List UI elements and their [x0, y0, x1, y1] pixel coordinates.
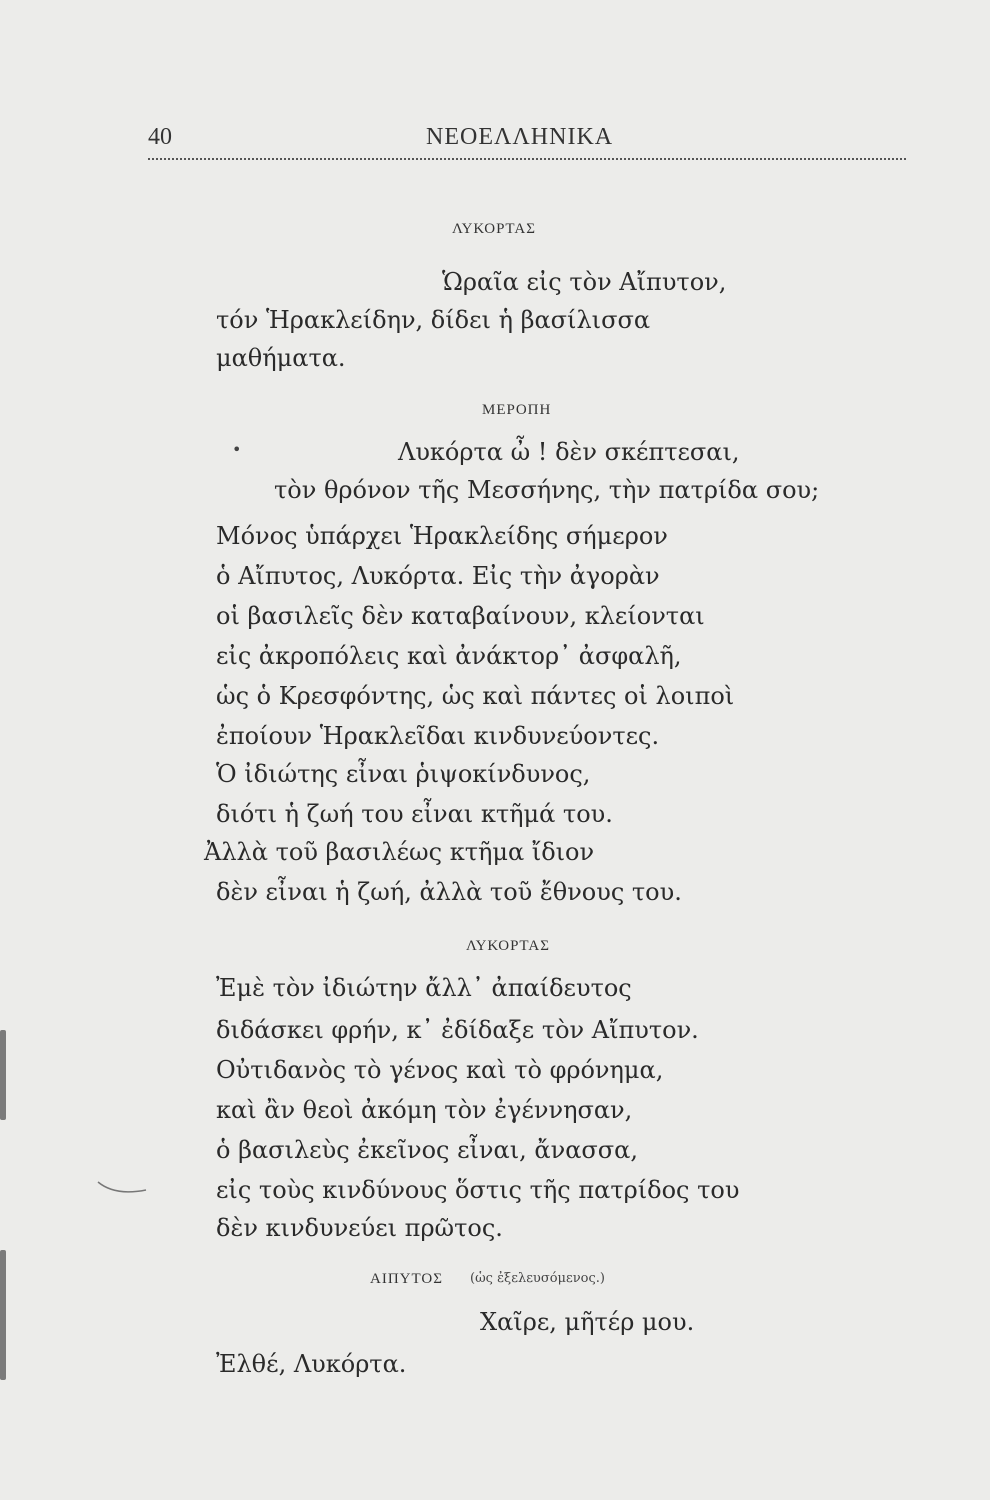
header-rule: [148, 158, 906, 160]
margin-mark: •: [232, 440, 242, 459]
verse-line: οἱ βασιλεῖς δὲν καταβαίνουν, κλείονται: [216, 602, 705, 630]
pencil-mark-icon: [96, 1178, 150, 1198]
verse-line: καὶ ἂν θεοὶ ἀκόμη τὸν ἐγέννησαν,: [216, 1096, 633, 1124]
verse-line: Ὁ ἰδιώτης εἶναι ῥιψοκίνδυνος,: [216, 760, 591, 788]
verse-line: μαθήματα.: [216, 344, 346, 372]
verse-line: διδάσκει φρήν, κ᾽ ἐδίδαξε τὸν Αἴπυτον.: [216, 1016, 699, 1044]
stage-direction: (ὡς ἐξελευσόμενος.): [470, 1271, 605, 1286]
verse-line: δὲν κινδυνεύει πρῶτος.: [216, 1214, 503, 1242]
verse-line: ὡς ὁ Κρεσφόντης, ὡς καὶ πάντες οἱ λοιποὶ: [216, 682, 735, 710]
verse-line: Ἀλλὰ τοῦ βασιλέως κτῆμα ἴδιον: [204, 838, 595, 866]
running-title: ΝΕΟΕΛΛΗΝΙΚΑ: [426, 124, 614, 150]
verse-line: δὲν εἶναι ἡ ζωή, ἀλλὰ τοῦ ἔθνους του.: [216, 878, 682, 906]
verse-line: Οὐτιδανὸς τὸ γένος καὶ τὸ φρόνημα,: [216, 1056, 664, 1084]
verse-line: εἰς τοὺς κινδύνους ὅστις τῆς πατρίδος του: [216, 1176, 740, 1204]
verse-line: Μόνος ὑπάρχει Ἡρακλείδης σήμερον: [216, 522, 668, 550]
verse-line: Λυκόρτα ὦ ! δὲν σκέπτεσαι,: [398, 438, 740, 466]
verse-line: εἰς ἀκροπόλεις καὶ ἀνάκτορ᾽ ἀσφαλῆ,: [216, 642, 682, 670]
page-number: 40: [148, 124, 172, 150]
verse-line: ὁ Αἴπυτος, Λυκόρτα. Εἰς τὴν ἀγορὰν: [216, 562, 660, 590]
binding-shadow-upper: [0, 1030, 6, 1120]
verse-line: Ὡραῖα εἰς τὸν Αἴπυτον,: [442, 268, 727, 296]
speaker-lykortas-1: ΛΥΚΟΡΤΑΣ: [452, 221, 536, 237]
speaker-lykortas-2: ΛΥΚΟΡΤΑΣ: [466, 938, 550, 954]
verse-line: Χαῖρε, μῆτέρ μου.: [480, 1308, 695, 1336]
verse-line: τόν Ἡρακλείδην, δίδει ἡ βασίλισσα: [216, 306, 651, 334]
verse-line: Ἐμὲ τὸν ἰδιώτην ἄλλ᾽ ἀπαίδευτος: [216, 974, 632, 1002]
verse-line: ὁ βασιλεὺς ἐκεῖνος εἶναι, ἄνασσα,: [216, 1136, 639, 1164]
binding-shadow-lower: [0, 1250, 6, 1380]
speaker-merope: ΜΕΡΟΠΗ: [482, 402, 552, 418]
verse-line: ἐποίουν Ἡρακλεῖδαι κινδυνεύοντες.: [216, 722, 660, 750]
verse-line: διότι ἡ ζωή του εἶναι κτῆμά του.: [216, 800, 613, 828]
verse-line: τὸν θρόνον τῆς Μεσσήνης, τὴν πατρίδα σου;: [274, 476, 820, 504]
speaker-aipytos: ΑΙΠΥΤΟΣ: [370, 1271, 443, 1287]
verse-line: Ἐλθέ, Λυκόρτα.: [216, 1350, 407, 1378]
